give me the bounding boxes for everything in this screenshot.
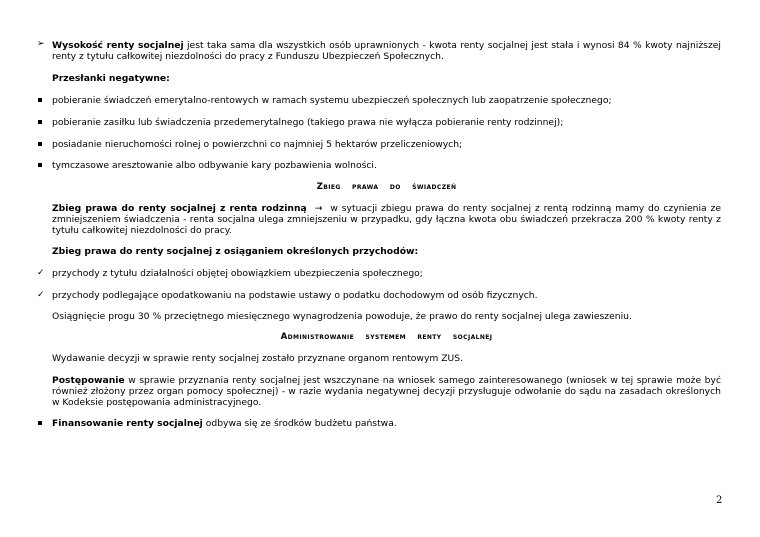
paragraph-postepowanie [52,375,721,408]
term-zbieg-rodzinna: Zbieg prawa do renty socjalnej z renta rodzinną [52,203,307,214]
arrowhead-bullet-icon: ➢ [37,39,45,49]
paragraph-wysokosc [52,40,721,62]
check-item-2: przychody podlegające opodatkowaniu na podstawie ustawy o podatku dochodowym od osób fizycznych. [52,290,538,301]
paragraph-finansowanie [52,418,721,429]
paragraph-prog: Osiągnięcie progu 30 % przeciętnego miesięcznego wynagrodzenia powoduje, że prawo do renty socjalnej ulega zawieszeniu. [52,311,632,322]
square-bullet-icon [38,142,42,146]
heading-zbieg-przychody: Zbieg prawa do renty socjalnej z osiąganiem określonych przychodów: [52,246,419,257]
page-number: 2 [716,495,723,506]
paragraph-zbieg-rodzinna-text: w sytuacji zbiegu prawa do renty socjalnej z rentą rodzinną mamy do czynienia ze zmniejszeniem świadczenia - renta socjalna ulega zmniejszeniu w przypadku, gdy łączna kwota obu świadczeń przekracza 200 % kwoty renty z tytułu całkowitej niezdolności do pracy. [52,203,721,236]
checkmark-icon: ✓ [37,290,45,300]
negative-item-1: pobieranie świadczeń emerytalno-rentowych w ramach systemu ubezpieczeń społecznych lub zaopatrzenie społecznego; [52,95,612,106]
term-wysokosc: Wysokość renty socjalnej [52,40,184,51]
section-heading-zbieg: Zbieg prawa do świadczeń [316,182,457,192]
term-finansowanie: Finansowanie renty socjalnej [52,418,203,429]
negatives-title: Przesłanki negatywne: [52,73,170,84]
paragraph-wysokosc-text: jest taka sama dla wszystkich osób uprawnionych - kwota renty socjalnej jest stała i wynosi 84 % kwoty najniższej renty z tytułu całkowitej niezdolności do pracy z Funduszu Ubezpieczeń Społecznych. [52,40,721,62]
negative-item-4: tymczasowe aresztowanie albo odbywanie kary pozbawienia wolności. [52,160,377,171]
paragraph-postepowanie-text: w sprawie przyznania renty socjalnej jest wszczynane na wniosek samego zainteresowanego (wniosek w tej sprawie może być również złożony przez organ pomocy społecznej) - w razie wydania negatywnej decyzji przysługuje odwołanie do sądu na zasadach określonych w Kodeksie postępowania administracyjnego. [52,375,721,408]
checkmark-icon: ✓ [37,268,45,278]
square-bullet-icon [38,421,42,425]
paragraph-finansowanie-text: odbywa się ze środków budżetu państwa. [202,418,397,429]
square-bullet-icon [38,98,42,102]
paragraph-decyzje: Wydawanie decyzji w sprawie renty socjalnej zostało przyznane organom rentowym ZUS. [52,353,464,364]
check-item-1: przychody z tytułu działalności objętej obowiązkiem ubezpieczenia społecznego; [52,268,423,279]
square-bullet-icon [38,163,42,167]
square-bullet-icon [38,120,42,124]
negative-item-2: pobieranie zasiłku lub świadczenia przedemerytalnego (takiego prawa nie wyłącza pobieranie renty rodzinnej); [52,117,564,128]
negative-item-3: posiadanie nieruchomości rolnej o powierzchni co najmniej 5 hektarów przeliczeniowych; [52,139,463,150]
section-heading-administrowanie: Administrowanie systemem renty socjalnej [280,332,493,342]
paragraph-zbieg-rodzinna [52,203,721,236]
term-postepowanie: Postępowanie [52,375,125,386]
right-arrow-icon: → [314,203,323,214]
